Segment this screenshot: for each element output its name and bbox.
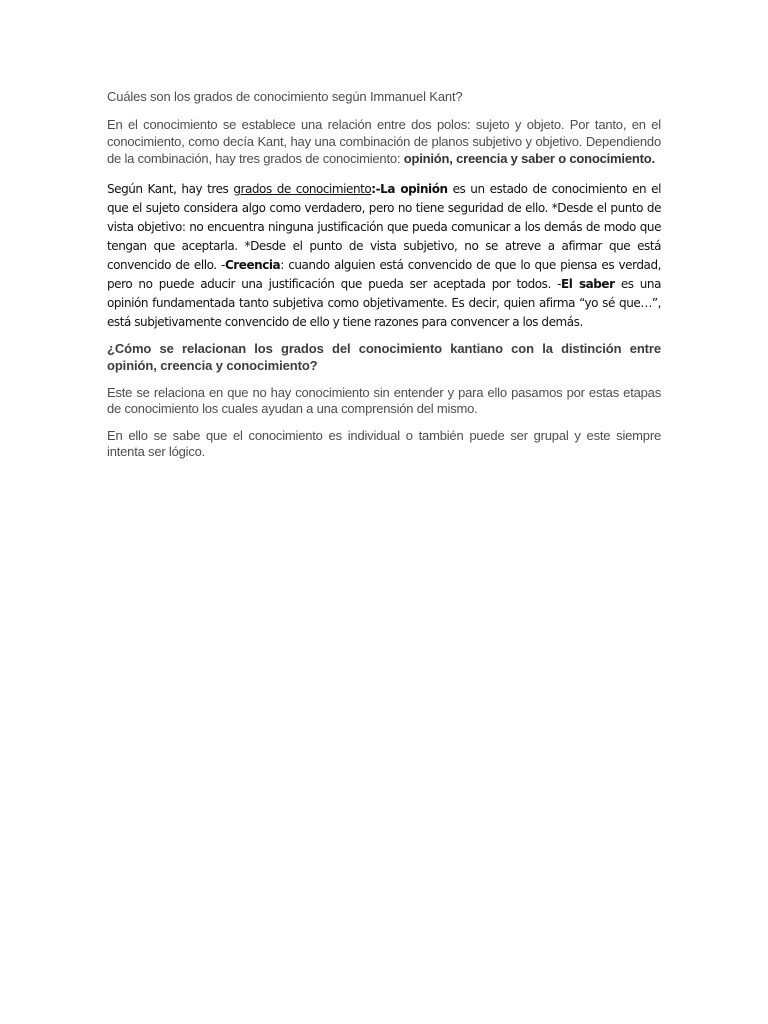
kant-text-6: , no se atreve a afirmar que está convencido de ello. - xyxy=(107,239,662,272)
document-title: Cuáles son los grados de conocimiento según Immanuel Kant? xyxy=(107,89,463,104)
kant-text-8: : cuando alguien está convencido de que lo que piensa es verdad, pero no puede aducir una justificación que pueda ser aceptada por todos. - xyxy=(107,258,661,291)
kant-text-3: es un estado de conocimiento en el que el sujeto considera algo como verdadero, pero no tiene seguridad de ello. *Desde el punto de vista objetivo xyxy=(107,182,661,234)
intro-paragraph xyxy=(107,116,661,167)
answer-paragraph-2: En ello se sabe que el conocimiento es individual o también puede ser grupal y este siempre intenta ser lógico. xyxy=(107,428,661,459)
kant-text-10: es una opinión fundamentada tanto subjetiva como objetivamente. Es decir, quien afirma “yo sé que…”, está subjetivamente convencido de ello y tiene razones para convencer a los demás. xyxy=(107,277,661,329)
kant-creencia-label: Creencia xyxy=(224,258,281,272)
grados-link[interactable]: grados de conocimiento xyxy=(233,182,372,196)
intro-text: En el conocimiento se establece una relación entre dos polos: sujeto y objeto. Por tanto, en el conocimiento, como decía Kant, hay una combinación de planos subjetivo y objetivo. Dependiendo de la combinación, hay tres grados de conocimiento: xyxy=(107,117,661,166)
question-heading: ¿Cómo se relacionan los grados del conocimiento kantiano con la distinción entre opinión, creencia y conocimiento? xyxy=(107,341,661,373)
answer-paragraph-1: Este se relaciona en que no hay conocimiento sin entender y para ello pasamos por estas etapas de conocimiento los cuales ayudan a una comprensión del mismo. xyxy=(107,385,661,416)
kant-saber-label: El saber xyxy=(560,277,615,291)
kant-text-1: Según Kant, hay tres xyxy=(107,182,234,196)
kant-paragraph xyxy=(107,180,661,332)
kant-text-4: : no encuentra ninguna justificación que pueda comunicar a los demás de modo que tengan que aceptarla. * xyxy=(107,220,661,253)
document-page xyxy=(107,88,661,471)
kant-opinion-label: :-La opinión xyxy=(371,182,448,196)
intro-emphasis: opinión, creencia y saber o conocimiento. xyxy=(403,151,655,166)
kant-subjective-label: Desde el punto de vista subjetivo xyxy=(250,239,454,253)
